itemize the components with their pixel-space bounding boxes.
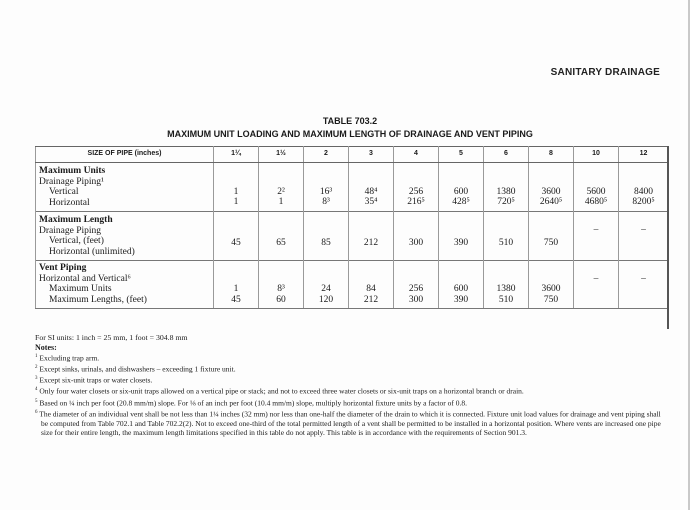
- drainage-vent-table: [35, 146, 669, 309]
- vent-row-units: Maximum Units: [49, 284, 112, 294]
- cell: 510: [484, 212, 529, 261]
- cell: 256: [408, 284, 424, 294]
- cell: 300: [394, 212, 439, 261]
- table-row: [36, 261, 669, 309]
- cell: 1: [278, 197, 284, 207]
- cell: 85: [304, 212, 349, 261]
- cell: 1380: [496, 284, 516, 294]
- table-right-rule: [667, 146, 669, 329]
- table-title: MAXIMUM UNIT LOADING AND MAXIMUM LENGTH OF DRAINAGE AND VENT PIPING: [167, 129, 533, 139]
- note-6: $^6$ The diameter of an individual vent shall be not less than 1¼ inches (32 mm) nor less than one-half the diameter of the drain to which it is connected. Fixture unit load values for drainage and vent piping shall be computed from Table 702.1 and Table 702.2(2). Not to exceed one-third of the total permitted length of a vent shall be permitted to be installed in a horizontal position. Where vents are increased one pipe size for their entire length, the maximum length limitations specified in this table do not apply. This table is in accordance with the requirements of Section 901.3.: [35, 409, 661, 438]
- cell: 8³: [277, 284, 285, 294]
- cell: 300: [408, 294, 424, 305]
- cell: –: [593, 274, 599, 285]
- table-notes: [35, 333, 668, 438]
- cell: 8³: [322, 197, 330, 207]
- note-5: $^5$ Based on ¼ inch per foot (20.8 mm/m) slope. For ⅛ of an inch per foot (10.4 mm/m) slope, multiply horizontal fixture units by a factor of 0.8.: [35, 398, 468, 408]
- size-col: 1¼: [214, 147, 259, 163]
- cell: 8200⁵: [632, 197, 655, 207]
- cell: –: [641, 274, 646, 285]
- cell: 750: [529, 212, 574, 261]
- cell: 4680⁵: [584, 197, 608, 207]
- cell: 510: [498, 294, 514, 305]
- cell: 60: [276, 294, 286, 305]
- units-row-horizontal: Horizontal: [49, 197, 90, 208]
- size-col: 6: [484, 147, 529, 163]
- section-header: SANITARY DRAINAGE: [550, 67, 660, 78]
- cell: 1380: [496, 186, 516, 197]
- cell: 750: [543, 294, 559, 305]
- cell: 120: [318, 294, 334, 305]
- cell: 8400: [634, 186, 653, 197]
- table-row: [36, 163, 669, 212]
- length-heading: Maximum Length: [39, 215, 113, 225]
- cell: 720⁵: [497, 197, 515, 207]
- note-1: $^1$ Excluding trap arm.: [35, 353, 100, 363]
- cell: 1: [233, 284, 239, 294]
- cell: 5600: [586, 186, 606, 197]
- units-subheading: Drainage Piping¹: [39, 176, 104, 187]
- size-col: 3: [349, 147, 394, 163]
- cell: 256: [408, 186, 424, 197]
- note-4: $^4$ Only four water closets or six-unit traps allowed on a vertical pipe or stack; and not to exceed three water closets or six-unit traps on a horizontal branch or drain.: [35, 386, 524, 396]
- units-heading: Maximum Units: [39, 166, 106, 176]
- cell: 390: [439, 212, 484, 261]
- table-row: [36, 212, 669, 261]
- units-row-vertical: Vertical: [49, 187, 79, 197]
- cell: 16³: [319, 186, 333, 197]
- note-2: $^2$ Except sinks, urinals, and dishwashers – exceeding 1 fixture unit.: [35, 364, 236, 374]
- vent-subheading: Horizontal and Vertical⁶: [39, 273, 131, 284]
- cell: 48⁴: [364, 186, 378, 197]
- length-subheading: Drainage Piping: [39, 225, 102, 236]
- cell: 600: [453, 186, 469, 197]
- cell: 428⁵: [452, 197, 470, 207]
- size-col: 4: [394, 147, 439, 163]
- cell: 3600: [541, 186, 561, 197]
- size-col: 10: [574, 147, 619, 163]
- cell: 24: [321, 284, 331, 294]
- size-col: 2: [304, 147, 349, 163]
- length-row-horizontal: Horizontal (unlimited): [49, 246, 135, 257]
- note-3: $^3$ Except six-unit traps or water closets.: [35, 375, 153, 385]
- cell: 84: [366, 284, 376, 294]
- si-units-note: For SI units: 1 inch = 25 mm, 1 foot = 304.8 mm: [35, 333, 188, 342]
- table-number: TABLE 703.2: [322, 116, 378, 126]
- size-col: 12: [619, 147, 669, 163]
- notes-heading: Notes:: [35, 342, 57, 352]
- cell: 212: [349, 212, 394, 261]
- cell: 45: [231, 294, 241, 305]
- cell: –: [619, 212, 669, 261]
- cell: 390: [453, 294, 469, 305]
- cell: 600: [453, 284, 469, 294]
- size-col: 1½: [259, 147, 304, 163]
- vent-heading: Vent Piping: [39, 263, 87, 273]
- cell: 2²: [277, 186, 285, 197]
- cell: 45: [214, 212, 259, 261]
- length-row-vertical: Vertical, (feet): [49, 236, 104, 246]
- cell: 1: [233, 186, 239, 197]
- size-header: SIZE OF PIPE (inches): [36, 147, 214, 163]
- size-col: 8: [529, 147, 574, 163]
- cell: 3600: [541, 284, 561, 294]
- size-col: 5: [439, 147, 484, 163]
- vent-row-lengths: Maximum Lengths, (feet): [49, 294, 147, 305]
- cell: 2640⁵: [539, 197, 563, 207]
- cell: 216⁵: [407, 197, 425, 207]
- table-header-row: [36, 147, 669, 163]
- cell: –: [574, 212, 619, 261]
- cell: 35⁴: [364, 197, 378, 207]
- cell: 1: [233, 197, 239, 207]
- cell: 212: [363, 294, 379, 305]
- cell: 65: [259, 212, 304, 261]
